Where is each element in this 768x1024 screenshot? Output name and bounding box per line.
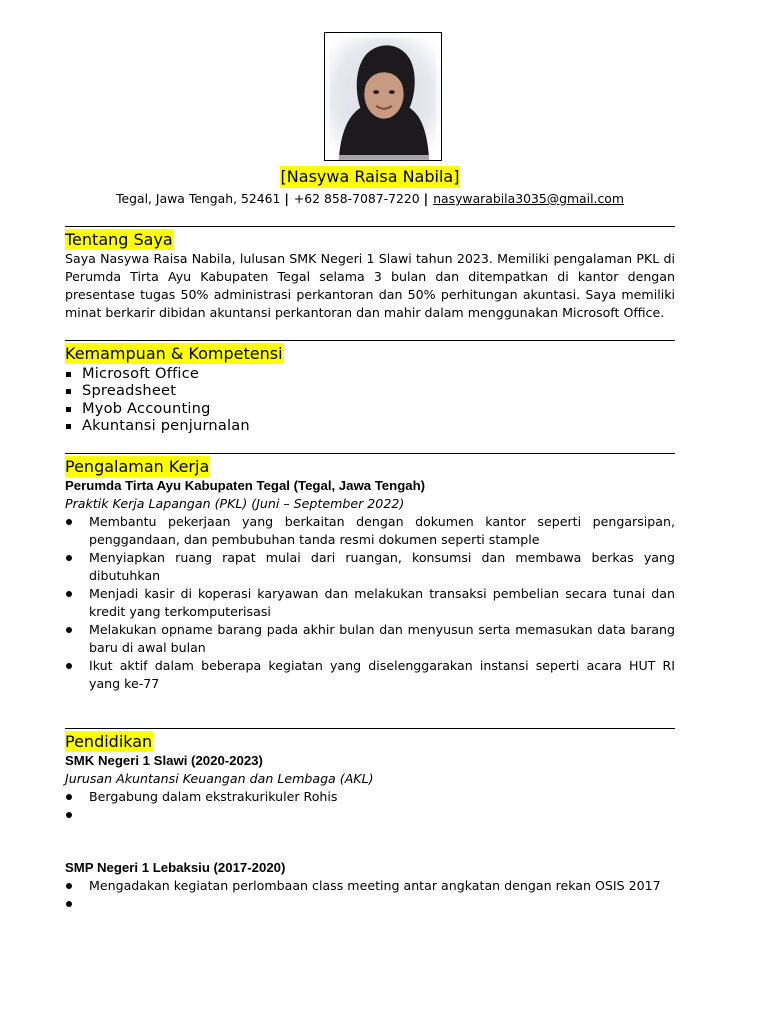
list-item: Menyiapkan ruang rapat mulai dari ruangan, konsumsi dan membawa berkas yang dibutuhkan bbox=[65, 549, 675, 585]
skills-list bbox=[65, 365, 250, 434]
divider bbox=[65, 340, 675, 341]
list-item: Mengadakan kegiatan perlombaan class meeting antar angkatan dengan rekan OSIS 2017 bbox=[65, 877, 675, 895]
list-item: Menjadi kasir di koperasi karyawan dan melakukan transaksi pembelian secara tunai dan kredit yang terkomputerisasi bbox=[65, 585, 675, 621]
list-item: Bergabung dalam ekstrakurikuler Rohis bbox=[65, 788, 675, 806]
profile-photo-icon bbox=[325, 33, 441, 160]
school-activity-list bbox=[65, 877, 675, 913]
skills-heading: Kemampuan & Kompetensi bbox=[65, 344, 283, 363]
list-item: Akuntansi penjurnalan bbox=[65, 417, 250, 434]
list-item: Spreadsheet bbox=[65, 382, 250, 399]
about-heading: Tentang Saya bbox=[65, 230, 173, 249]
list-item: Microsoft Office bbox=[65, 365, 250, 382]
profile-photo bbox=[324, 32, 442, 161]
school-name: SMK Negeri 1 Slawi (2020-2023) bbox=[65, 753, 263, 768]
name-row bbox=[65, 166, 675, 188]
experience-list bbox=[65, 513, 675, 693]
school-name: SMP Negeri 1 Lebaksiu (2017-2020) bbox=[65, 860, 286, 875]
education-heading: Pendidikan bbox=[65, 732, 153, 751]
school-major: Jurusan Akuntansi Keuangan dan Lembaga (AKL) bbox=[65, 771, 374, 786]
about-text: Saya Nasywa Raisa Nabila, lulusan SMK Negeri 1 Slawi tahun 2023. Memiliki pengalaman PKL di Perumda Tirta Ayu Kabupaten Tegal selama 3 bulan dan ditempatkan di kantor dengan presentase tugas 50% administrasi perkantoran dan 50% perhitungan akuntasi. Saya memiliki minat berkarir dibidan akuntansi perkantoran dan mahir dalam menggunakan Microsoft Office. bbox=[65, 251, 675, 320]
divider bbox=[65, 728, 675, 729]
experience-role: Praktik Kerja Lapangan (PKL) (Juni – September 2022) bbox=[65, 496, 405, 511]
separator: | bbox=[423, 191, 429, 206]
list-item: Ikut aktif dalam beberapa kegiatan yang diselenggarakan instansi seperti acara HUT RI yang ke-77 bbox=[65, 657, 675, 693]
list-item: Membantu pekerjaan yang berkaitan dengan dokumen kantor seperti pengarsipan, penggandaan, dan pembubuhan tanda resmi dokumen seperti stample bbox=[65, 513, 675, 549]
list-item bbox=[65, 806, 675, 824]
experience-company: Perumda Tirta Ayu Kabupaten Tegal (Tegal, Jawa Tengah) bbox=[65, 478, 426, 493]
list-item: Myob Accounting bbox=[65, 400, 250, 417]
separator: | bbox=[284, 191, 289, 206]
full-name: [Nasywa Raisa Nabila] bbox=[280, 167, 460, 186]
address: Tegal, Jawa Tengah, 52461 bbox=[116, 191, 281, 206]
resume-page bbox=[65, 0, 675, 1024]
experience-heading: Pengalaman Kerja bbox=[65, 457, 210, 476]
contact-line bbox=[65, 191, 675, 207]
divider bbox=[65, 226, 675, 227]
phone: +62 858-7087-7220 bbox=[293, 191, 420, 206]
list-item bbox=[65, 895, 675, 913]
school-activity-list bbox=[65, 788, 675, 824]
list-item: Melakukan opname barang pada akhir bulan dan menyusun serta memasukan data barang baru di awal bulan bbox=[65, 621, 675, 657]
email-link[interactable]: nasywarabila3035@gmail.com bbox=[433, 191, 624, 206]
divider bbox=[65, 453, 675, 454]
